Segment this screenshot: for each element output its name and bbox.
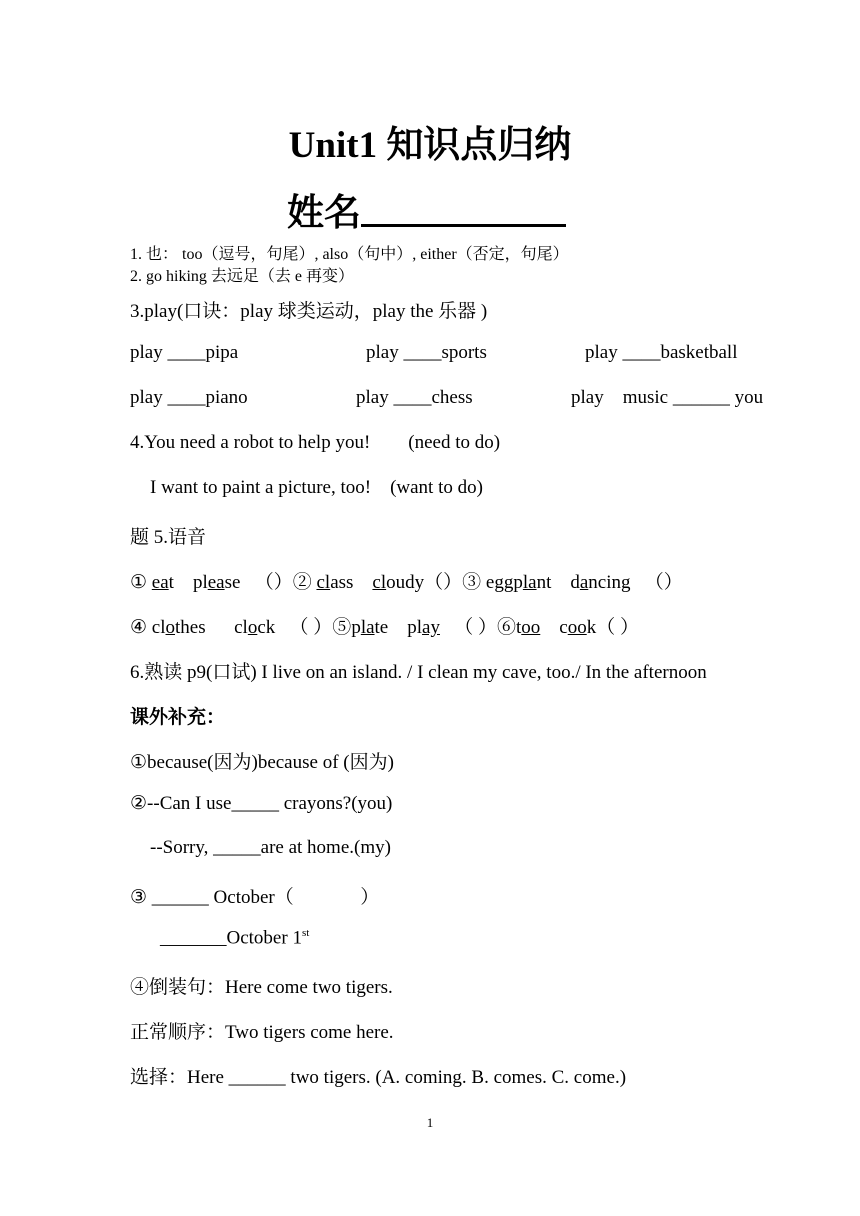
- circled-number: ②: [292, 572, 312, 593]
- name-field: [287, 182, 566, 236]
- circled-number: ①: [130, 572, 148, 593]
- phonics-word: plate: [351, 617, 389, 638]
- phonics-word: clothes: [151, 617, 206, 638]
- extra-item-4-line1: ④倒装句：Here come two tigers.: [130, 977, 393, 998]
- play-exercise: play ____chess: [356, 387, 473, 408]
- circled-number: ④: [130, 617, 148, 638]
- extra-item-3-line2: _______October 1st: [160, 927, 310, 949]
- page-title: Unit1 知识点归纳: [288, 125, 572, 166]
- extra-item-1: ①because(因为)because of (因为): [130, 752, 394, 773]
- extra-item-3-line1: ③ ______ October（ ）: [130, 887, 380, 908]
- phonics-word: too: [516, 617, 541, 638]
- extra-heading: 课外补充：: [130, 707, 226, 728]
- answer-bracket: （）: [254, 572, 293, 593]
- phonics-word: clock: [234, 617, 276, 638]
- note-item-1: 1. 也： too（逗号，句尾）, also（句中）, either（否定，句尾）: [130, 246, 569, 263]
- circled-number: ⑥: [496, 617, 516, 638]
- phonics-word: eggplant: [485, 572, 552, 593]
- phonics-word: play: [407, 617, 440, 638]
- note-item-6: 6.熟读 p9(口试) I live on an island. / I clean my cave, too./ In the afternoon: [130, 662, 707, 683]
- play-exercise: play ____sports: [366, 342, 487, 363]
- page-number: 1: [426, 1115, 434, 1130]
- extra-item-4-line3: 选择：Here ______ two tigers. (A. coming. B. comes. C. come.): [130, 1067, 627, 1088]
- play-exercise: play ____pipa: [130, 342, 239, 363]
- name-blank: [361, 192, 566, 227]
- phonics-word: cook: [559, 617, 597, 638]
- extra-item-2-line2: --Sorry, _____are at home.(my): [150, 837, 391, 858]
- phonics-word: eat: [151, 572, 174, 593]
- circled-number: ⑤: [332, 617, 352, 638]
- phonics-row-1: [130, 567, 683, 594]
- answer-bracket: （）: [644, 572, 683, 593]
- phonics-row-2: [130, 612, 639, 639]
- note-item-4-line2: I want to paint a picture, too! (want to do): [150, 477, 483, 498]
- answer-bracket: （ ）: [289, 617, 333, 638]
- phonics-word: dancing: [570, 572, 631, 593]
- play-exercise: play ____basketball: [585, 342, 738, 363]
- circled-number: ③: [462, 572, 482, 593]
- extra-item-2-line1: ②--Can I use_____ crayons?(you): [130, 793, 393, 814]
- note-item-5-heading: 题 5.语音: [130, 527, 207, 548]
- answer-bracket: （ ）: [596, 617, 639, 638]
- play-exercise: play music ______ you: [571, 387, 764, 408]
- note-item-3-heading: 3.play(口诀：play 球类运动，play the 乐器 ): [130, 301, 488, 322]
- phonics-word: class: [316, 572, 354, 593]
- note-item-4-line1: 4.You need a robot to help you! (need to do): [130, 432, 501, 453]
- answer-bracket: （ ）: [454, 617, 497, 638]
- phonics-word: cloudy: [372, 572, 425, 593]
- name-label: 姓名: [287, 193, 361, 234]
- extra-item-4-line2: 正常顺序：Two tigers come here.: [130, 1022, 394, 1043]
- answer-bracket: （）: [424, 572, 463, 593]
- ordinal-suffix: st: [301, 927, 310, 939]
- phonics-word: please: [192, 572, 241, 593]
- play-exercise: play ____piano: [130, 387, 248, 408]
- note-item-2: 2. go hiking 去远足（去 e 再变）: [130, 268, 354, 285]
